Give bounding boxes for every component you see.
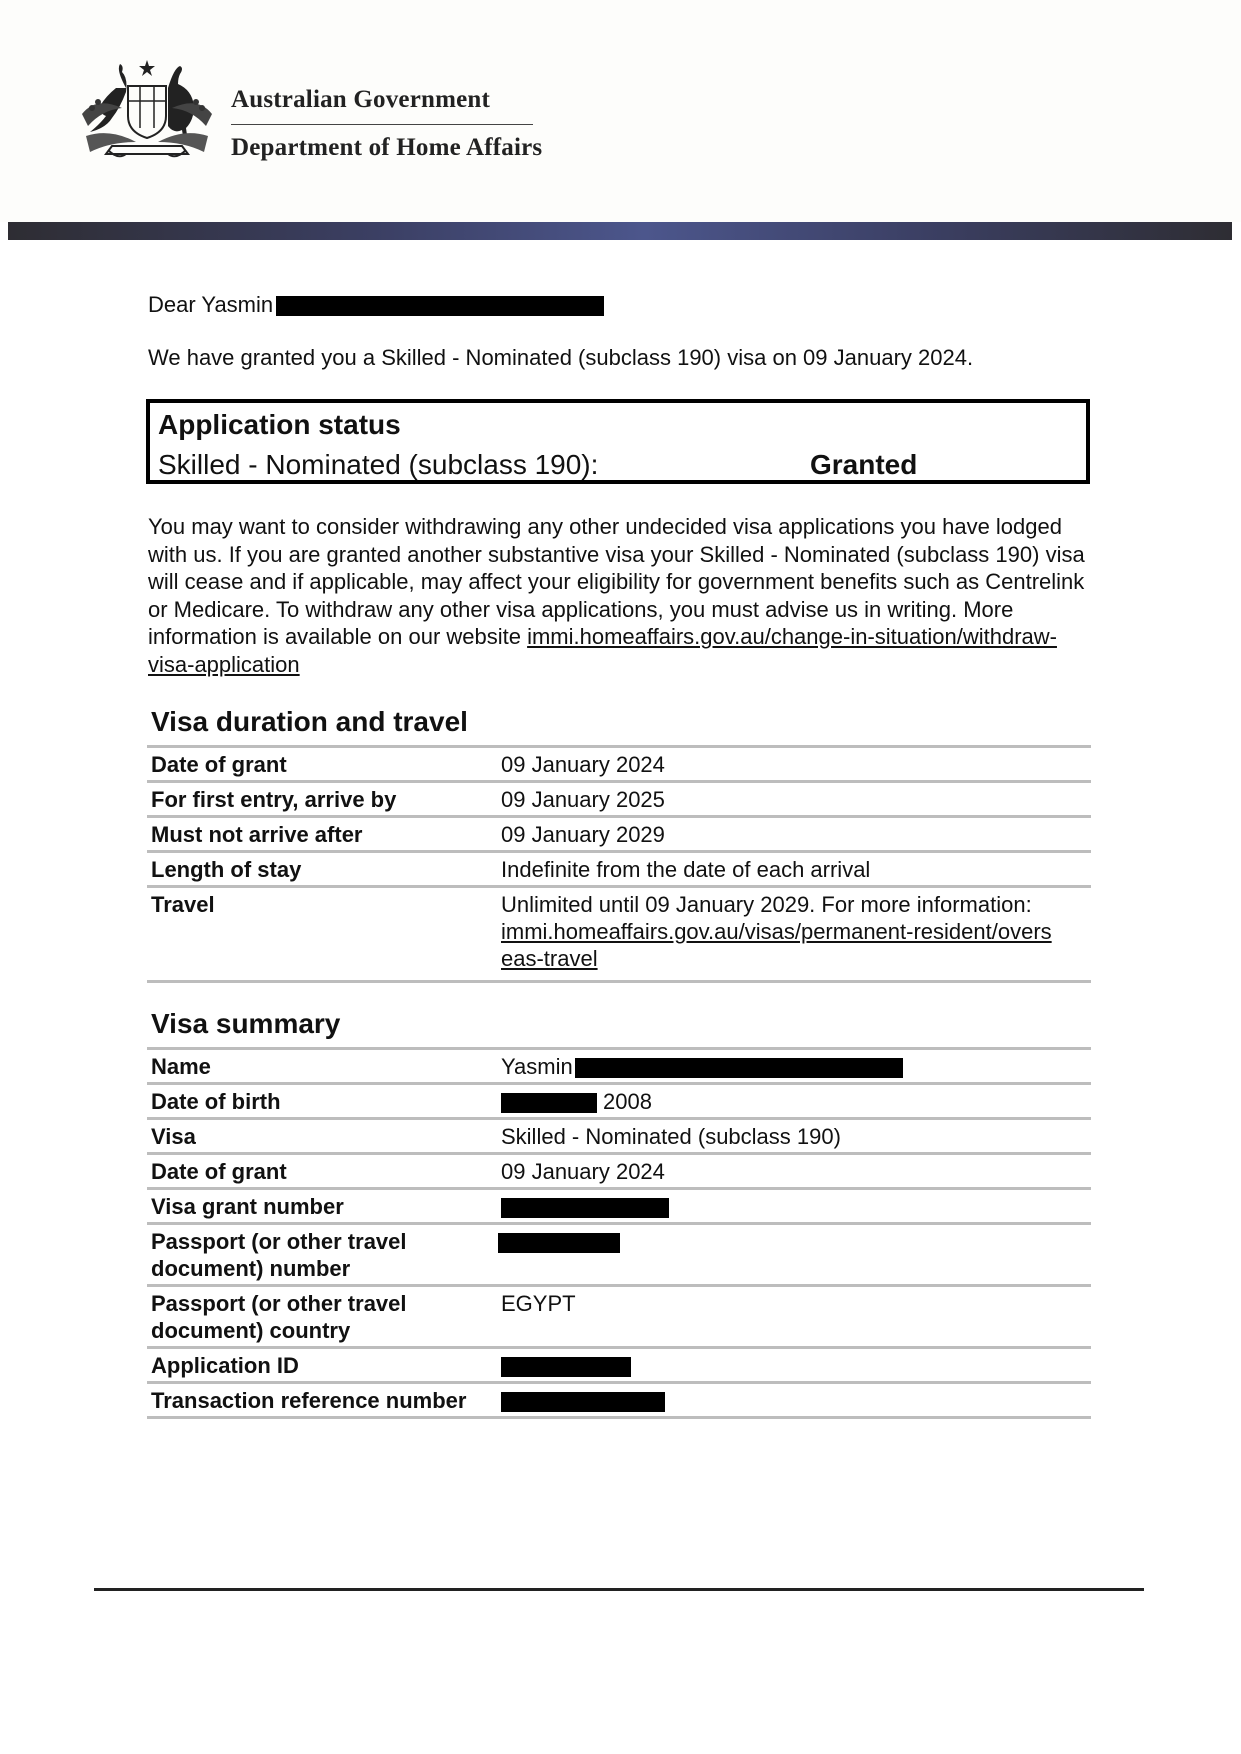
row-label: Name — [147, 1049, 497, 1084]
row-label: Passport (or other travel document) country — [147, 1286, 497, 1348]
row-value — [497, 1189, 1091, 1224]
redaction-block — [501, 1198, 669, 1218]
row-label: For first entry, arrive by — [147, 782, 497, 817]
duration-heading: Visa duration and travel — [151, 706, 468, 737]
redaction-block — [276, 296, 604, 316]
overseas-travel-link[interactable]: immi.homeaffairs.gov.au/visas/permanent-resident/overseas-travel — [501, 919, 1052, 971]
row-value — [497, 1348, 1091, 1383]
redaction-block — [501, 1093, 597, 1113]
brand-divider — [231, 124, 533, 125]
row-value: Skilled - Nominated (subclass 190) — [497, 1119, 1091, 1154]
travel-text: Unlimited until 09 January 2029. For more information: — [501, 892, 1032, 917]
table-row — [147, 1224, 1091, 1286]
row-value — [497, 1383, 1091, 1418]
summary-table — [147, 1047, 1091, 1419]
status-title: Application status — [158, 409, 401, 440]
row-label: Length of stay — [147, 852, 497, 887]
row-value: 09 January 2025 — [497, 782, 1091, 817]
redaction-block — [501, 1392, 665, 1412]
row-label: Date of grant — [147, 747, 497, 782]
row-label: Application ID — [147, 1348, 497, 1383]
grant-sentence: We have granted you a Skilled - Nominated (subclass 190) visa on 09 January 2024. — [148, 345, 974, 370]
row-value: 09 January 2024 — [497, 747, 1091, 782]
table-row — [147, 887, 1091, 982]
footer-divider — [94, 1588, 1144, 1591]
row-value — [497, 1224, 1091, 1286]
table-row — [147, 1348, 1091, 1383]
header-color-bar — [8, 222, 1232, 240]
table-row — [147, 1189, 1091, 1224]
row-label: Must not arrive after — [147, 817, 497, 852]
table-row — [147, 852, 1091, 887]
withdraw-link[interactable]: immi.homeaffairs.gov.au/change-in-situation/withdraw-visa-application — [148, 624, 1057, 677]
row-value: EGYPT — [497, 1286, 1091, 1348]
redaction-block — [501, 1357, 631, 1377]
table-row — [147, 1049, 1091, 1084]
greeting-line — [148, 291, 604, 319]
row-value: Indefinite from the date of each arrival — [497, 852, 1091, 887]
application-status-box — [146, 399, 1090, 484]
department-name: Department of Home Affairs — [231, 134, 543, 161]
dob-year: 2008 — [603, 1089, 652, 1114]
letterhead — [0, 0, 1241, 222]
row-label: Travel — [147, 887, 497, 982]
name-value: Yasmin — [501, 1054, 573, 1079]
table-row — [147, 1119, 1091, 1154]
redaction-block — [575, 1058, 903, 1078]
row-value — [497, 1049, 1091, 1084]
government-name: Australian Government — [231, 86, 491, 113]
table-row — [147, 1084, 1091, 1119]
row-label: Date of grant — [147, 1154, 497, 1189]
row-label: Transaction reference number — [147, 1383, 497, 1418]
status-value: Granted — [810, 449, 918, 480]
row-value: 09 January 2029 — [497, 817, 1091, 852]
row-label: Visa grant number — [147, 1189, 497, 1224]
row-label: Date of birth — [147, 1084, 497, 1119]
table-row — [147, 1154, 1091, 1189]
status-visa-label: Skilled - Nominated (subclass 190): — [158, 449, 599, 480]
coat-of-arms-logo — [76, 58, 218, 168]
table-row — [147, 782, 1091, 817]
duration-table — [147, 745, 1091, 983]
table-row — [147, 747, 1091, 782]
greeting: Dear Yasmin — [148, 292, 274, 317]
table-row — [147, 1286, 1091, 1348]
table-row — [147, 1383, 1091, 1418]
paragraph-text: You may want to consider withdrawing any other undecided visa applications you have lodged with us. If you are granted another substantive visa your Skilled - Nominated (subclass 190) visa will cease and if applicable, may affect your eligibility for government benefits such as Centrelink or Medicare. To withdraw any other visa applications, you must advise us in writing. More information is available on our website — [148, 514, 1085, 649]
row-value: 09 January 2024 — [497, 1154, 1091, 1189]
withdraw-paragraph — [148, 513, 1088, 678]
row-label: Visa — [147, 1119, 497, 1154]
redaction-block — [498, 1233, 620, 1253]
table-row — [147, 817, 1091, 852]
row-label: Passport (or other travel document) number — [147, 1224, 497, 1286]
summary-heading: Visa summary — [151, 1008, 341, 1039]
row-value — [497, 887, 1091, 982]
row-value — [497, 1084, 1091, 1119]
